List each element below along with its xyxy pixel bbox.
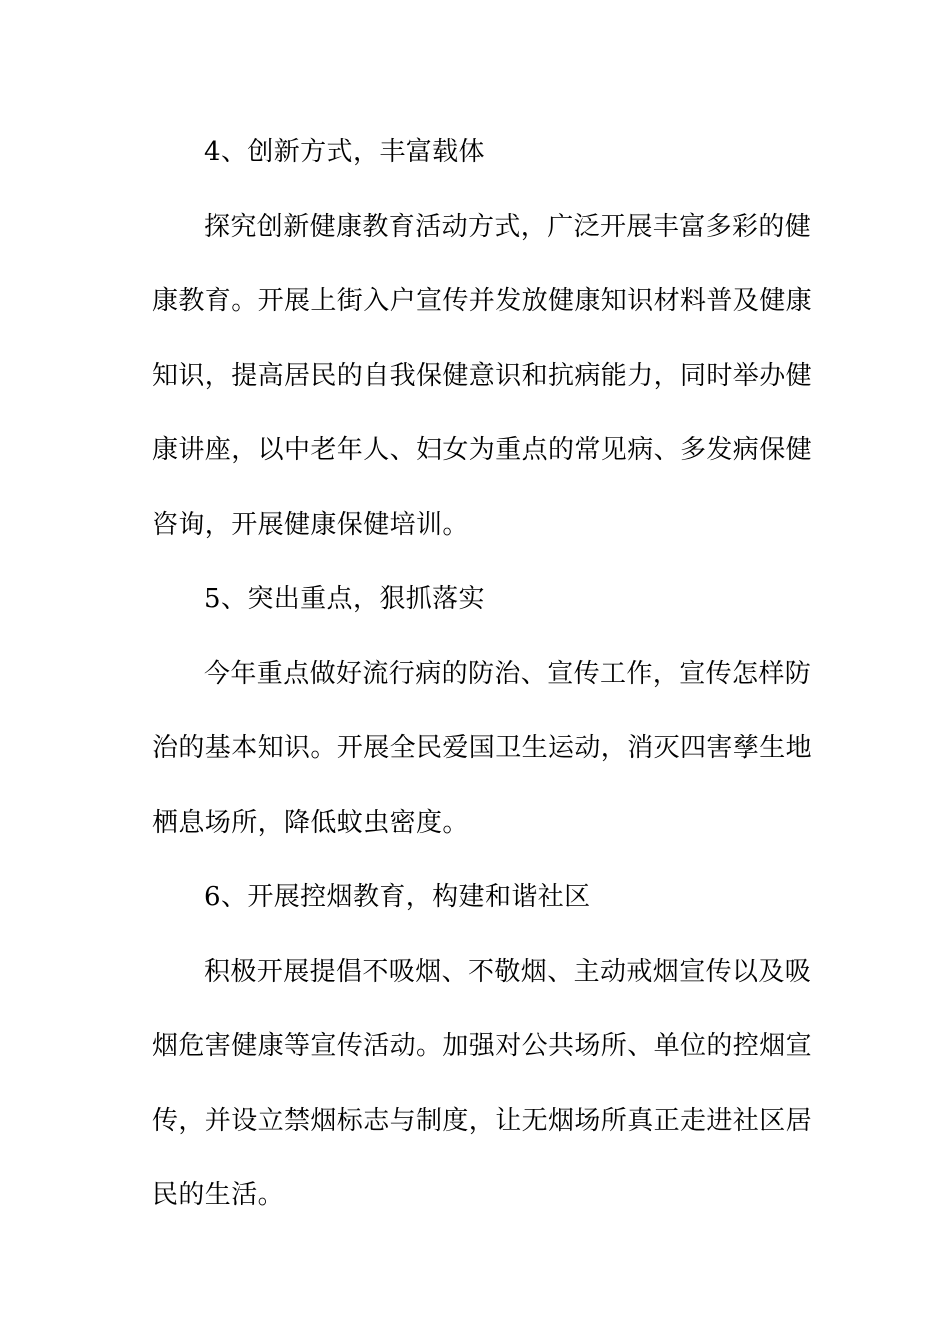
paragraph-line: 咨询，开展健康保健培训。 — [152, 509, 469, 540]
paragraph-line: 烟危害健康等宣传活动。加强对公共场所、单位的控烟宣 — [152, 1031, 813, 1061]
paragraph-line: 治的基本知识。开展全民爱国卫生运动，消灭四害孳生地 — [152, 733, 813, 763]
paragraph-line: 栖息场所，降低蚊虫密度。 — [152, 807, 469, 838]
section-heading: 4、创新方式，丰富载体 — [204, 137, 485, 167]
paragraph-line: 康教育。开展上街入户宣传并发放健康知识材料普及健康 — [152, 286, 813, 316]
paragraph-line: 传，并设立禁烟标志与制度，让无烟场所真正走进社区居 — [152, 1105, 813, 1136]
section-heading: 5、突出重点，狠抓落实 — [204, 584, 485, 614]
paragraph-line: 民的生活。 — [152, 1180, 285, 1210]
paragraph-line: 积极开展提倡不吸烟、不敬烟、主动戒烟宣传以及吸 — [204, 956, 812, 987]
paragraph-line: 探究创新健康教育活动方式，广泛开展丰富多彩的健 — [204, 211, 812, 242]
section-heading: 6、开展控烟教育，构建和谐社区 — [204, 882, 591, 912]
document-body — [152, 115, 813, 1233]
paragraph-line: 今年重点做好流行病的防治、宣传工作，宣传怎样防 — [204, 658, 812, 689]
paragraph-line: 知识，提高居民的自我保健意识和抗病能力，同时举办健 — [152, 360, 813, 391]
paragraph-line: 康讲座，以中老年人、妇女为重点的常见病、多发病保健 — [152, 435, 813, 465]
